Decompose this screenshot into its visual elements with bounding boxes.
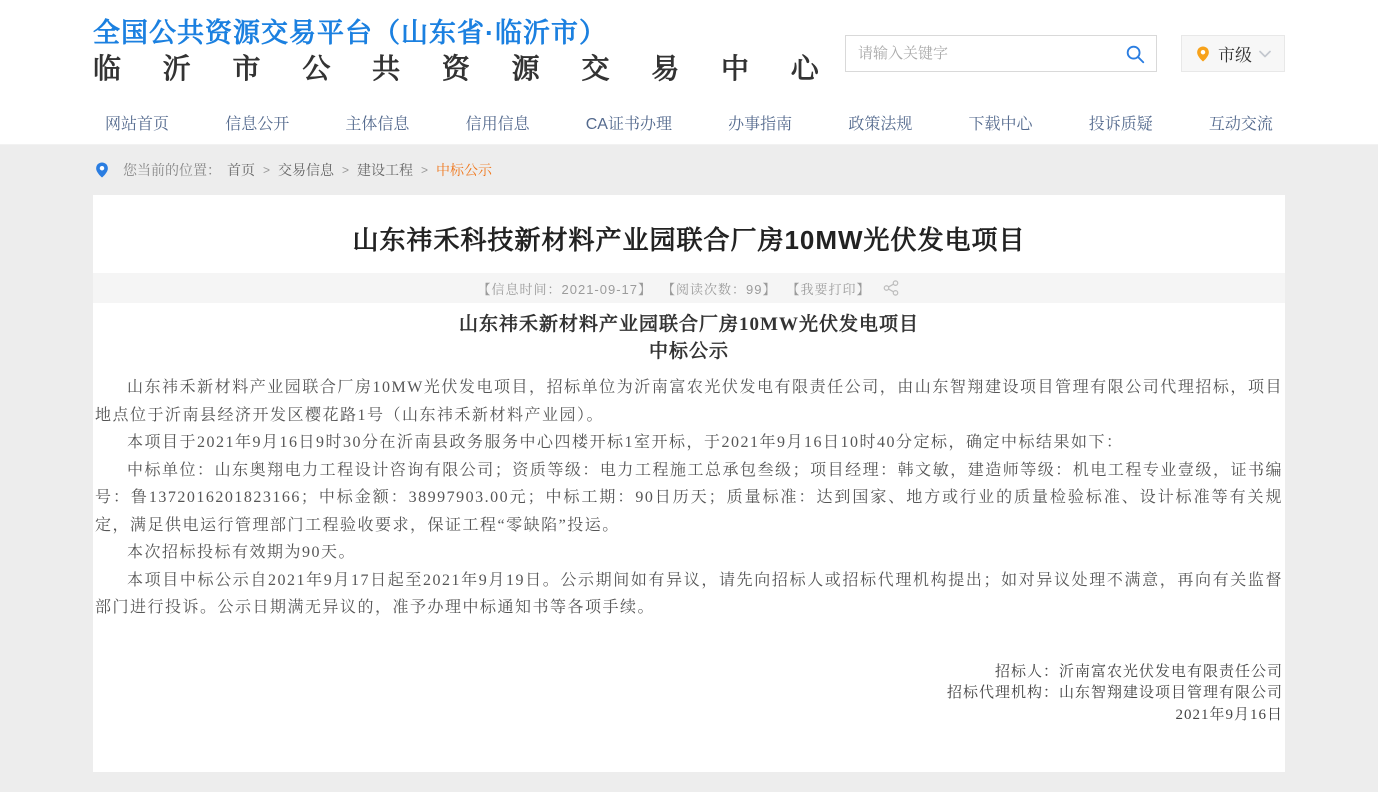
nav-item-entity-info[interactable]: 主体信息 [345, 116, 410, 133]
nav-item-info-disclosure[interactable]: 信息公开 [225, 116, 290, 133]
agency-line: 招标代理机构：山东智翔建设项目管理有限公司 [946, 685, 1283, 701]
breadcrumb-trade-info[interactable]: 交易信息 [278, 162, 335, 178]
chevron-down-icon [1258, 49, 1272, 59]
print-button[interactable]: 【我要打印】 [786, 281, 871, 297]
breadcrumb-separator: > [342, 163, 350, 177]
paragraph: 中标单位：山东奥翔电力工程设计咨询有限公司；资质等级：电力工程施工总承包叁级；项目经理：韩文敏，建造师等级：机电工程专业壹级，证书编号：鲁1372016201823166；中标金额：38997903.00元；中标工期：90日历天；质量标准：达到国家、地方或行业的质量检验标准、设计标准等有关规定，满足供电运行管理部门工程验收要求，保证工程“零缺陷”投运。 [95, 461, 1283, 534]
breadcrumb [0, 145, 1378, 195]
breadcrumb-current: 中标公示 [436, 162, 493, 178]
share-icon[interactable] [882, 279, 900, 297]
doc-title-line2: 中标公示 [648, 341, 729, 362]
search-button[interactable] [1124, 43, 1146, 65]
tenderer-line: 招标人：沂南富农光伏发电有限责任公司 [994, 663, 1283, 680]
main-nav [0, 101, 1378, 145]
breadcrumb-pin-icon [93, 161, 111, 179]
nav-item-home[interactable]: 网站首页 [105, 116, 170, 133]
page-title: 山东祎禾科技新材料产业园联合厂房10MW光伏发电项目 [352, 225, 1026, 255]
doc-title-line1: 山东祎禾新材料产业园联合厂房10MW光伏发电项目 [459, 314, 919, 335]
platform-title[interactable]: 全国公共资源交易平台（山东省·临沂市） [93, 17, 607, 48]
paragraph: 本项目于2021年9月16日9时30分在沂南县政务服务中心四楼开标1室开标，于2021年9月16日10时40分定标，确定中标结果如下： [127, 434, 1124, 451]
article-card [93, 195, 1285, 772]
nav-item-complaints[interactable]: 投诉质疑 [1088, 116, 1153, 133]
search-box [845, 35, 1157, 72]
nav-item-policies[interactable]: 政策法规 [848, 116, 913, 133]
breadcrumb-prefix: 您当前的位置： [123, 162, 221, 178]
location-pin-icon [1194, 45, 1212, 63]
nav-item-interaction[interactable]: 互动交流 [1208, 116, 1273, 133]
region-selector[interactable] [1181, 35, 1285, 72]
paragraph: 本次招标投标有效期为90天。 [127, 544, 357, 561]
breadcrumb-home[interactable]: 首页 [227, 162, 255, 178]
read-count: 【阅读次数：99】 [662, 281, 777, 297]
nav-item-service-guide[interactable]: 办事指南 [728, 116, 793, 133]
nav-item-credit-info[interactable]: 信用信息 [465, 116, 530, 133]
search-input[interactable] [858, 45, 1124, 62]
breadcrumb-construction[interactable]: 建设工程 [357, 162, 414, 178]
signature-block [93, 662, 1285, 727]
info-time: 【信息时间：2021-09-17】 [477, 281, 652, 297]
breadcrumb-separator: > [263, 163, 271, 177]
breadcrumb-separator: > [421, 163, 429, 177]
nav-item-downloads[interactable]: 下载中心 [968, 116, 1033, 133]
article-meta-bar [93, 273, 1285, 303]
site-header [0, 0, 1378, 101]
nav-item-ca-cert[interactable]: CA证书办理 [585, 116, 672, 133]
search-icon [1124, 43, 1146, 65]
region-label: 市级 [1218, 46, 1252, 65]
center-name: 临 沂 市 公 共 资 源 交 易 中 心 [93, 52, 836, 84]
article-body [93, 374, 1285, 622]
paragraph: 本项目中标公示自2021年9月17日起至2021年9月19日。公示期间如有异议，请先向招标人或招标代理机构提出；如对异议处理不满意，再向有关监督部门进行投诉。公示日期满无异议的，准予办理中标通知书等各项手续。 [95, 571, 1283, 616]
site-logo[interactable] [93, 14, 836, 88]
paragraph: 山东祎禾新材料产业园联合厂房10MW光伏发电项目，招标单位为沂南富农光伏发电有限责任公司，由山东智翔建设项目管理有限公司代理招标，项目地点位于沂南县经济开发区樱花路1号（山东祎禾新材料产业园）。 [95, 379, 1283, 424]
date-line: 2021年9月16日 [1175, 706, 1283, 723]
